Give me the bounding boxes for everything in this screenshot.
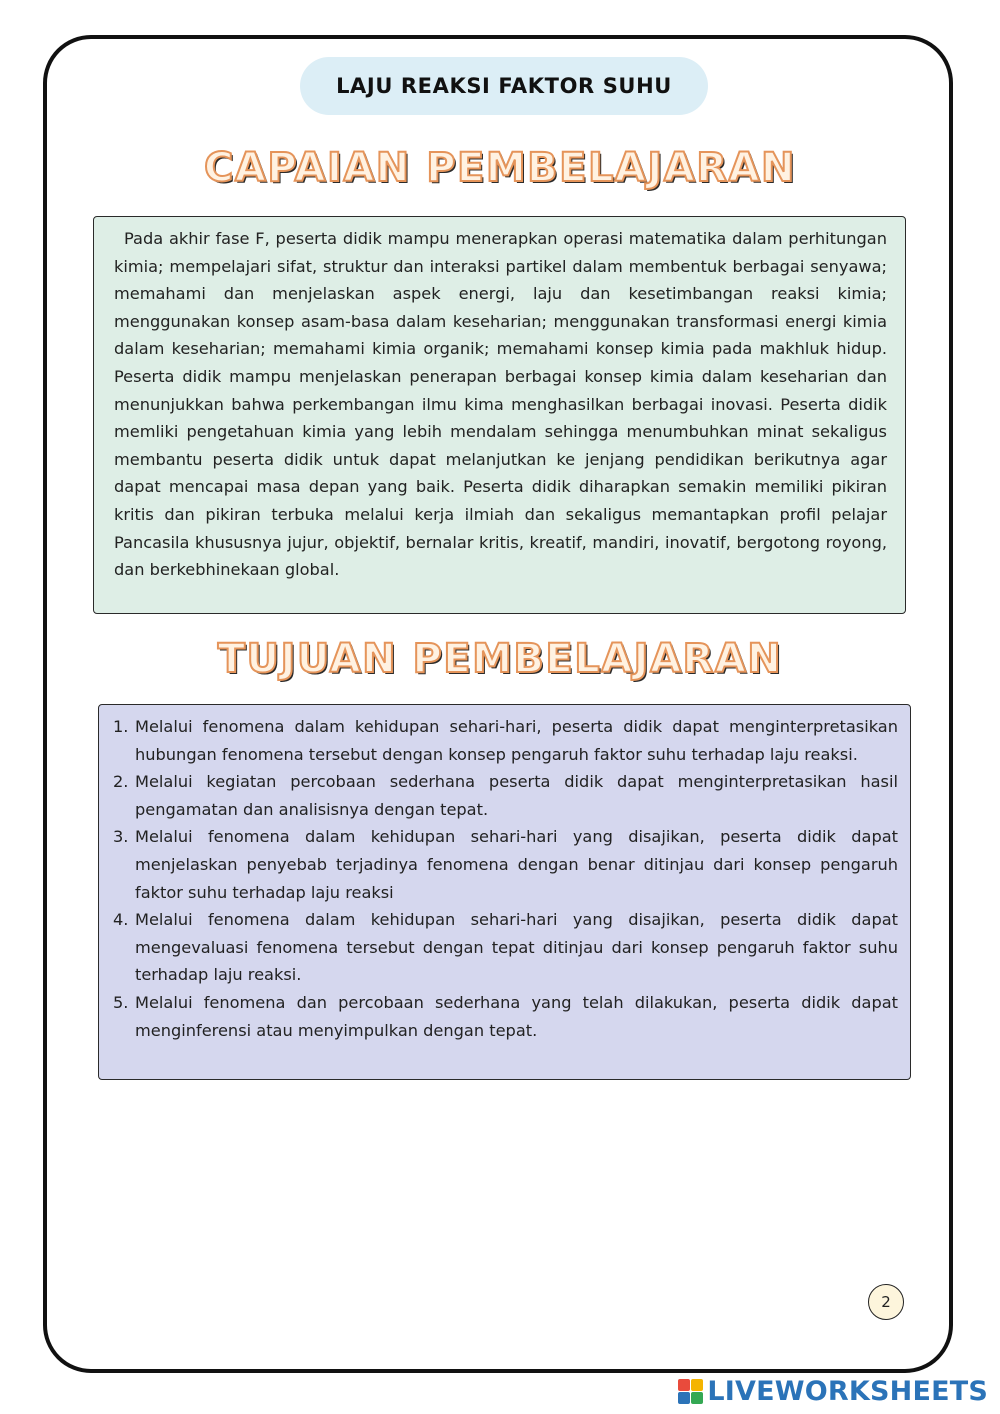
list-item-text: Melalui fenomena dalam kehidupan sehari-hari yang disajikan, peserta didik dapat mengevaluasi fenomena tersebut dengan tepat ditinjau dari konsep pengaruh faktor suhu terhadap laju reaksi. xyxy=(135,910,898,985)
tujuan-list xyxy=(113,713,898,1044)
tujuan-heading: TUJUAN PEMBELAJARAN xyxy=(217,636,783,682)
list-item xyxy=(113,768,898,823)
tujuan-box xyxy=(98,704,911,1080)
list-item-text: Melalui fenomena dalam kehidupan sehari-hari yang disajikan, peserta didik dapat menjelaskan penyebab terjadinya fenomena dengan benar ditinjau dari konsep pengaruh faktor suhu terhadap laju reaksi xyxy=(135,827,898,902)
list-item-number: 4. xyxy=(113,910,129,930)
watermark-text: LIVEWORKSHEETS xyxy=(707,1375,988,1407)
list-item-number: 3. xyxy=(113,827,129,847)
list-item-text: Melalui kegiatan percobaan sederhana peserta didik dapat menginterpretasikan hasil pengamatan dan analisisnya dengan tepat. xyxy=(135,772,898,819)
page-number: 2 xyxy=(868,1284,904,1320)
capaian-heading: CAPAIAN PEMBELAJARAN xyxy=(204,145,796,191)
capaian-box xyxy=(93,216,906,614)
list-item-number: 5. xyxy=(113,992,129,1012)
list-item xyxy=(113,823,898,906)
capaian-text: Pada akhir fase F, peserta didik mampu menerapkan operasi matematika dalam perhitungan kimia; mempelajari sifat, struktur dan interaksi partikel dalam membentuk berbagai senyawa; memahami dan menjelaskan aspek energi, laju dan kesetimbangan reaksi kimia; menggunakan konsep asam-basa dalam keseharian; menggunakan transformasi energi kimia dalam keseharian; memahami kimia organik; memahami konsep kimia pada makhluk hidup. Peserta didik mampu menjelaskan penerapan berbagai konsep kimia dalam keseharian dan menunjukkan bahwa perkembangan ilmu kima menghasilkan berbagai inovasi. Peserta didik memliki pengetahuan kimia yang lebih mendalam sehingga menumbuhkan minat sekaligus membantu peserta didik untuk dapat melanjutkan ke jenjang pendidikan berikutnya agar dapat mencapai masa depan yang baik. Peserta didik diharapkan semakin memiliki pikiran kritis dan pikiran terbuka melalui kerja ilmiah dan sekaligus memantapkan profil pelajar Pancasila khususnya jujur, objektif, bernalar kritis, kreatif, mandiri, inovatif, bergotong royong, dan berkebhinekaan global. xyxy=(114,229,887,580)
list-item-text: Melalui fenomena dan percobaan sederhana yang telah dilakukan, peserta didik dapat menginferensi atau menyimpulkan dengan tepat. xyxy=(135,992,898,1040)
list-item xyxy=(113,906,898,989)
list-item-text: Melalui fenomena dalam kehidupan sehari-hari, peserta didik dapat menginterpretasikan hubungan fenomena tersebut dengan konsep pengaruh faktor suhu terhadap laju reaksi. xyxy=(135,717,898,764)
list-item-number: 2. xyxy=(113,772,129,792)
list-item xyxy=(113,989,898,1044)
liveworksheets-logo-icon xyxy=(678,1379,703,1404)
liveworksheets-watermark[interactable] xyxy=(678,1374,988,1408)
list-item-number: 1. xyxy=(113,717,129,736)
page-title: LAJU REAKSI FAKTOR SUHU xyxy=(300,57,708,115)
list-item xyxy=(113,713,898,768)
